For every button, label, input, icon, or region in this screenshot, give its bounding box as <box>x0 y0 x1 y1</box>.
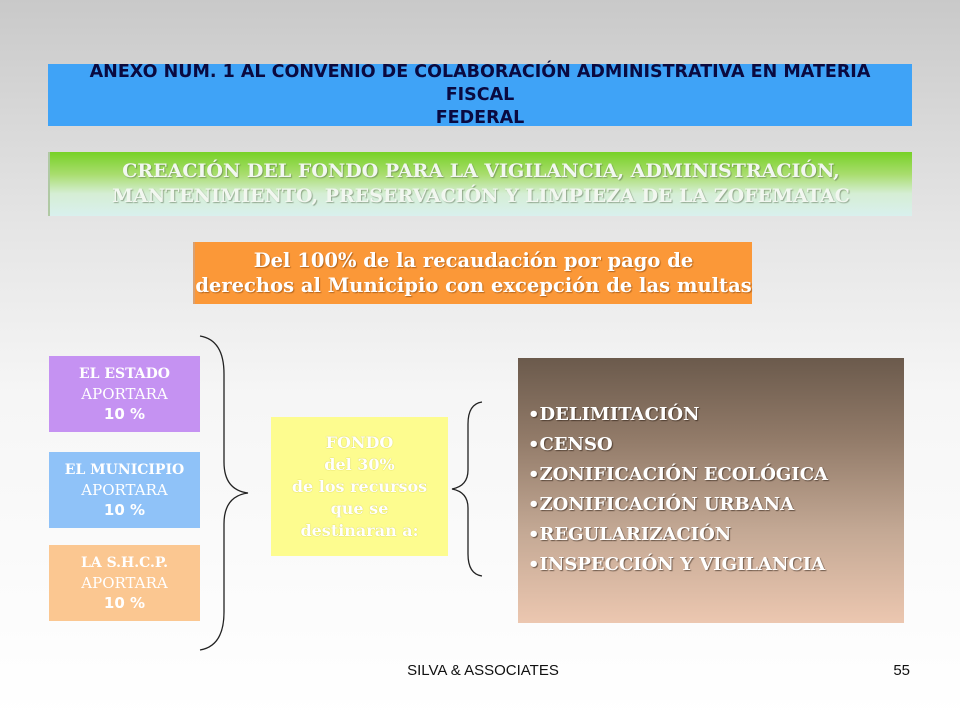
fund-allocation-line-1: FONDO <box>325 432 394 452</box>
destination-item-regularizacion: •REGULARIZACIÓN <box>528 524 732 545</box>
destination-item-zonificacion-ecologica: •ZONIFICACIÓN ECOLÓGICA <box>528 464 828 485</box>
contributor-name: LA S.H.C.P. <box>80 555 169 571</box>
destinations-list <box>528 400 828 580</box>
annex-title-banner <box>48 61 912 128</box>
fund-creation-banner <box>48 152 912 216</box>
contributor-estado-box <box>49 356 200 432</box>
annex-title-line-1: ANEXO NUM. 1 AL CONVENIO DE COLABORACIÓN ADMINISTRATIVA EN MATERIA FISCAL <box>89 61 871 105</box>
contributor-verb: APORTARA <box>81 574 168 592</box>
contributors-right-brace <box>196 334 256 652</box>
fund-destinations-box <box>518 358 904 623</box>
contributor-percent: 10 % <box>103 594 146 612</box>
contributor-name: EL MUNICIPIO <box>64 462 185 478</box>
destination-item-delimitacion: •DELIMITACIÓN <box>528 404 700 425</box>
fund-allocation-line-3: de los recursos <box>291 476 428 496</box>
revenue-source-line-1: Del 100% de la recaudación por pago de <box>253 249 694 272</box>
contributor-verb: APORTARA <box>81 481 168 499</box>
contributor-percent: 10 % <box>103 405 146 423</box>
annex-title-line-2: FEDERAL <box>435 107 525 128</box>
revenue-source-line-2: derechos al Municipio con excepción de las multas <box>195 274 752 297</box>
fund-allocation-box <box>271 417 448 556</box>
fund-allocation-line-2: del 30% <box>324 454 395 474</box>
contributor-municipio-box <box>49 452 200 528</box>
fund-creation-line-1: CREACIÓN DEL FONDO PARA LA VIGILANCIA, ADMINISTRACIÓN, <box>122 160 840 182</box>
footer-author: SILVA & ASSOCIATES <box>407 662 559 679</box>
contributor-shcp-box <box>49 545 200 621</box>
contributor-name: EL ESTADO <box>78 366 171 382</box>
fund-allocation-line-5: destinaran a: <box>300 520 419 540</box>
contributor-percent: 10 % <box>103 501 146 519</box>
fund-creation-line-2: MANTENIMIENTO, PRESERVACIÓN Y LIMPIEZA DE LA ZOFEMATAC <box>112 185 850 207</box>
destination-item-censo: •CENSO <box>528 434 613 455</box>
revenue-source-box <box>193 242 752 304</box>
contributor-verb: APORTARA <box>81 385 168 403</box>
destination-item-inspeccion-vigilancia: •INSPECCIÓN Y VIGILANCIA <box>528 554 826 575</box>
slide-number: 55 <box>893 662 910 679</box>
destination-item-zonificacion-urbana: •ZONIFICACIÓN URBANA <box>528 494 795 515</box>
fund-allocation-line-4: que se <box>330 498 389 518</box>
fund-destinations-left-brace <box>446 400 486 578</box>
